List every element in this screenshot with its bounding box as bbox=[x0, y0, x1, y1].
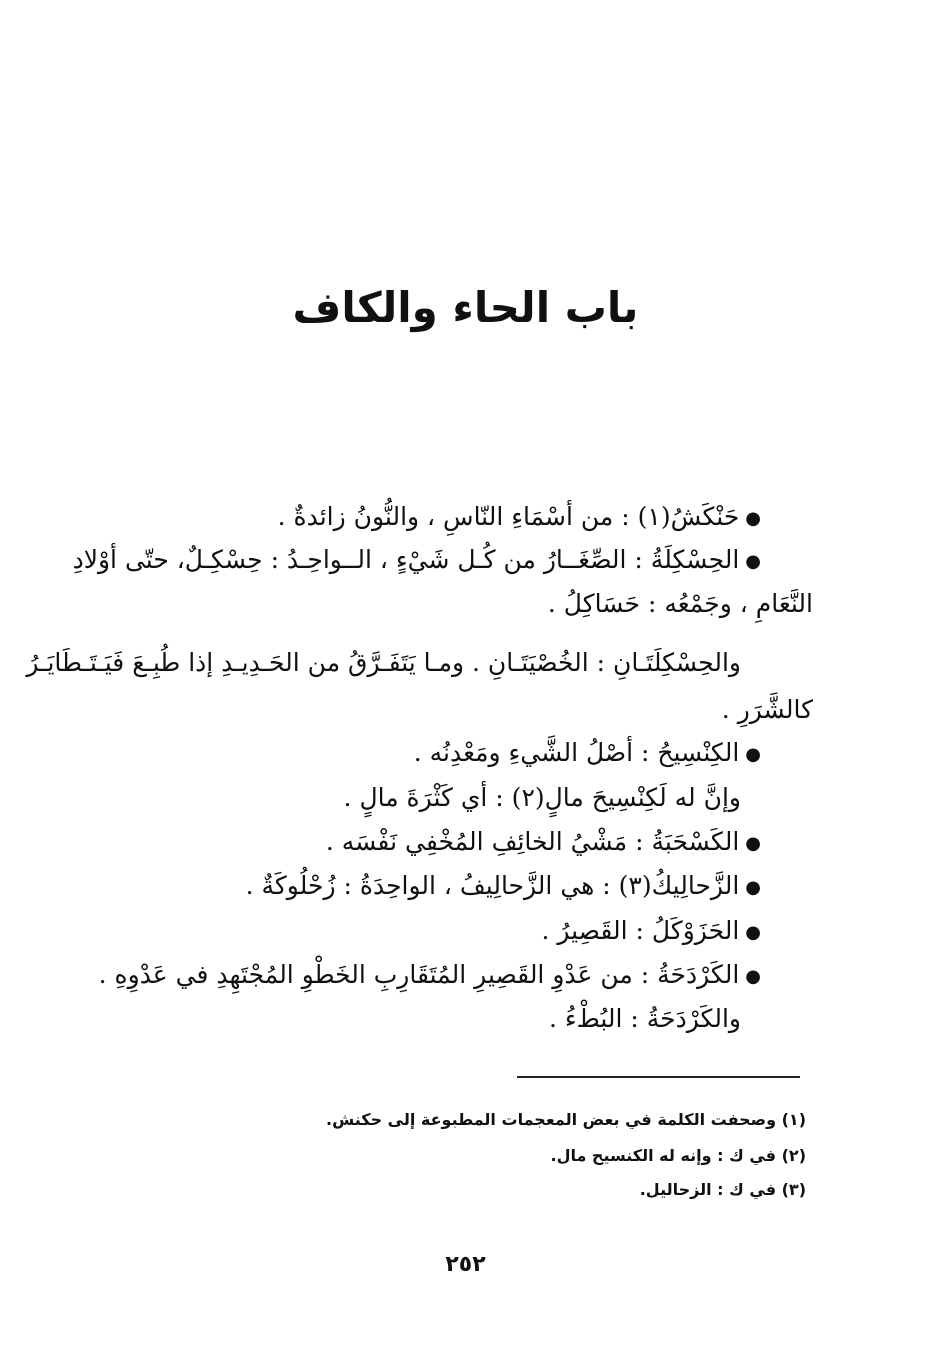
entry-line bbox=[278, 497, 761, 539]
entry-line bbox=[246, 866, 761, 908]
bullet-icon: ● bbox=[745, 550, 761, 572]
paragraph-line: والحِسْكِلَتَـانِ : الخُصْيَتَـانِ . ومـا يَتَفَـرَّقُ من الحَـدِيـدِ إذا طُبِـعَ فَيَـتَـطَايَـرُ bbox=[26, 648, 741, 677]
entry-text: الحَزَوْكَلُ : القَصِيرُ . bbox=[541, 916, 740, 945]
bullet-icon: ● bbox=[745, 876, 761, 898]
bullet-icon: ● bbox=[745, 965, 761, 987]
entry-text: حَنْكَشُ(١) : من أسْمَاءِ النّاسِ ، والنُّونُ زائدةٌ . bbox=[277, 502, 740, 531]
entry-line bbox=[326, 822, 761, 864]
bullet-icon: ● bbox=[745, 507, 761, 529]
entry-line bbox=[541, 911, 761, 953]
entry-text: الكِنْسِيحُ : أصْلُ الشَّيءِ ومَعْدِنُه . bbox=[413, 738, 740, 767]
bullet-icon: ● bbox=[745, 832, 761, 854]
entry-text: الكَسْحَبَةُ : مَشْيُ الخائِفِ المُخْفِي نَفْسَه . bbox=[325, 827, 740, 856]
page-number: ٢٥٢ bbox=[445, 1252, 486, 1277]
entry-continuation: النَّعَامِ ، وجَمْعُه : حَسَاكِلُ . bbox=[547, 589, 813, 618]
entry-text: الزَّحالِيكُ(٣) : هي الزَّحالِيفُ ، الواحِدَةُ : زُحْلُوكَةٌ . bbox=[245, 871, 740, 900]
footnote-divider bbox=[517, 1076, 800, 1078]
entry-line bbox=[414, 733, 761, 775]
paragraph-continuation: كالشَّرَرِ . bbox=[721, 695, 813, 724]
entry-line bbox=[99, 955, 761, 997]
bullet-icon: ● bbox=[745, 921, 761, 943]
entry-text: الحِسْكِلَةُ : الصِّغَــارُ من كُـل شَيْءٍ ، الــواحِـدُ : حِسْكِـلٌ، حتّى أوْلادِ bbox=[72, 545, 740, 574]
footnote-1: (١) وصحفت الكلمة في بعض المعجمات المطبوعة إلى حكنش. bbox=[326, 1110, 806, 1129]
footnote-3: (٣) في ك : الزحاليل. bbox=[639, 1180, 806, 1199]
entry-text: الكَرْدَحَةُ : من عَدْوِ القَصِيرِ المُتَقَارِبِ الخَطْوِ المُجْتَهِدِ في عَدْوِهِ . bbox=[98, 960, 740, 989]
bullet-icon: ● bbox=[745, 743, 761, 765]
chapter-title: باب الحاء والكاف bbox=[292, 283, 639, 332]
entry-subline: وإنَّ له لَكِنْسِيحَ مالٍ(٢) : أي كَثْرَةَ مالٍ . bbox=[343, 783, 741, 812]
entry-subline: والكَرْدَحَةُ : البُطْءُ . bbox=[548, 1004, 741, 1033]
footnote-2: (٢) في ك : وإنه له الكنسيح مال. bbox=[550, 1146, 806, 1165]
entry-line bbox=[73, 540, 761, 582]
